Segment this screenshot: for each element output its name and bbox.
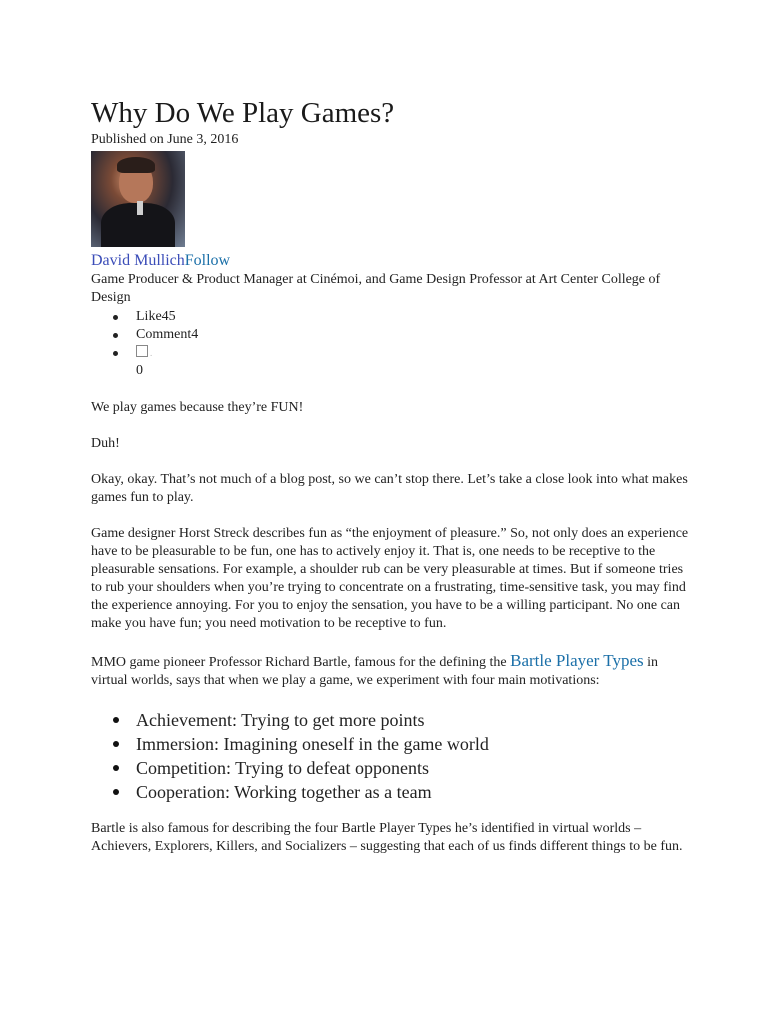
list-item bbox=[113, 708, 691, 732]
like-action[interactable] bbox=[113, 308, 691, 326]
list-item-text: Immersion: Imagining oneself in the game world bbox=[136, 734, 489, 754]
author-row bbox=[91, 251, 691, 270]
list-item-text: Achievement: Trying to get more points bbox=[136, 710, 425, 730]
bullet-icon bbox=[113, 741, 119, 747]
bullet-icon bbox=[113, 765, 119, 771]
list-item bbox=[113, 756, 691, 780]
article-title: Why Do We Play Games? bbox=[91, 97, 395, 129]
bartle-player-types-link[interactable]: Bartle Player Types bbox=[510, 651, 644, 670]
bullet-icon bbox=[113, 351, 118, 356]
bullet-icon bbox=[113, 789, 119, 795]
list-item-text: Competition: Trying to defeat opponents bbox=[136, 758, 429, 778]
author-photo[interactable] bbox=[91, 151, 185, 247]
share-action[interactable] bbox=[113, 344, 691, 380]
list-item bbox=[113, 780, 691, 804]
published-date: Published on June 3, 2016 bbox=[91, 132, 239, 147]
paragraph: Duh! bbox=[91, 436, 120, 451]
paragraph: Bartle is also famous for describing the four Bartle Player Types he’s identified in virtual worlds – Achievers, Explorers, Killers, and Socializers – suggesting that each of us finds different things to be fun. bbox=[91, 821, 683, 854]
paragraph-text: in virtual worlds, says that when we play a game, we experiment with four main motivations: bbox=[91, 655, 659, 688]
social-actions bbox=[91, 308, 691, 380]
paragraph bbox=[91, 651, 691, 690]
paragraph: Game designer Horst Streck describes fun as “the enjoyment of pleasure.” So, not only does an experience have to be pleasurable to be fun, one has to actively enjoy it. That is, one needs to be receptive to the pleasurable sensations. For example, a shoulder rub can be very pleasurable at times. But if someone tries to rub your shoulders when you’re trying to concentrate on a frustrating, time-sensitive task, you may find the experience annoying. For you to enjoy the sensation, you have to be a willing participant. No one can make you have fun; you need motivation to be receptive to fun. bbox=[91, 526, 689, 631]
bullet-icon bbox=[113, 333, 118, 338]
share-icon[interactable] bbox=[136, 345, 148, 357]
comment-action[interactable] bbox=[113, 326, 691, 344]
list-item-text: Cooperation: Working together as a team bbox=[136, 782, 432, 802]
bullet-icon bbox=[113, 315, 118, 320]
article bbox=[91, 96, 691, 856]
follow-button[interactable]: Follow bbox=[184, 252, 231, 269]
like-label: Like45 bbox=[136, 309, 176, 324]
comment-label: Comment4 bbox=[136, 327, 199, 342]
share-count: 0 bbox=[136, 363, 143, 378]
bullet-icon bbox=[113, 717, 119, 723]
author-name-link[interactable]: David Mullich bbox=[91, 252, 185, 269]
paragraph: Okay, okay. That’s not much of a blog post, so we can’t stop there. Let’s take a close look into what makes games fun to play. bbox=[91, 472, 688, 505]
author-headline: Game Producer & Product Manager at Cinémoi, and Game Design Professor at Art Center College of Design bbox=[91, 272, 661, 305]
list-item bbox=[113, 732, 691, 756]
motivations-list bbox=[91, 708, 691, 804]
share-icon-placeholder: . bbox=[150, 348, 153, 358]
paragraph-text: MMO game pioneer Professor Richard Bartle, famous for the defining the bbox=[91, 655, 511, 670]
paragraph: We play games because they’re FUN! bbox=[91, 400, 304, 415]
